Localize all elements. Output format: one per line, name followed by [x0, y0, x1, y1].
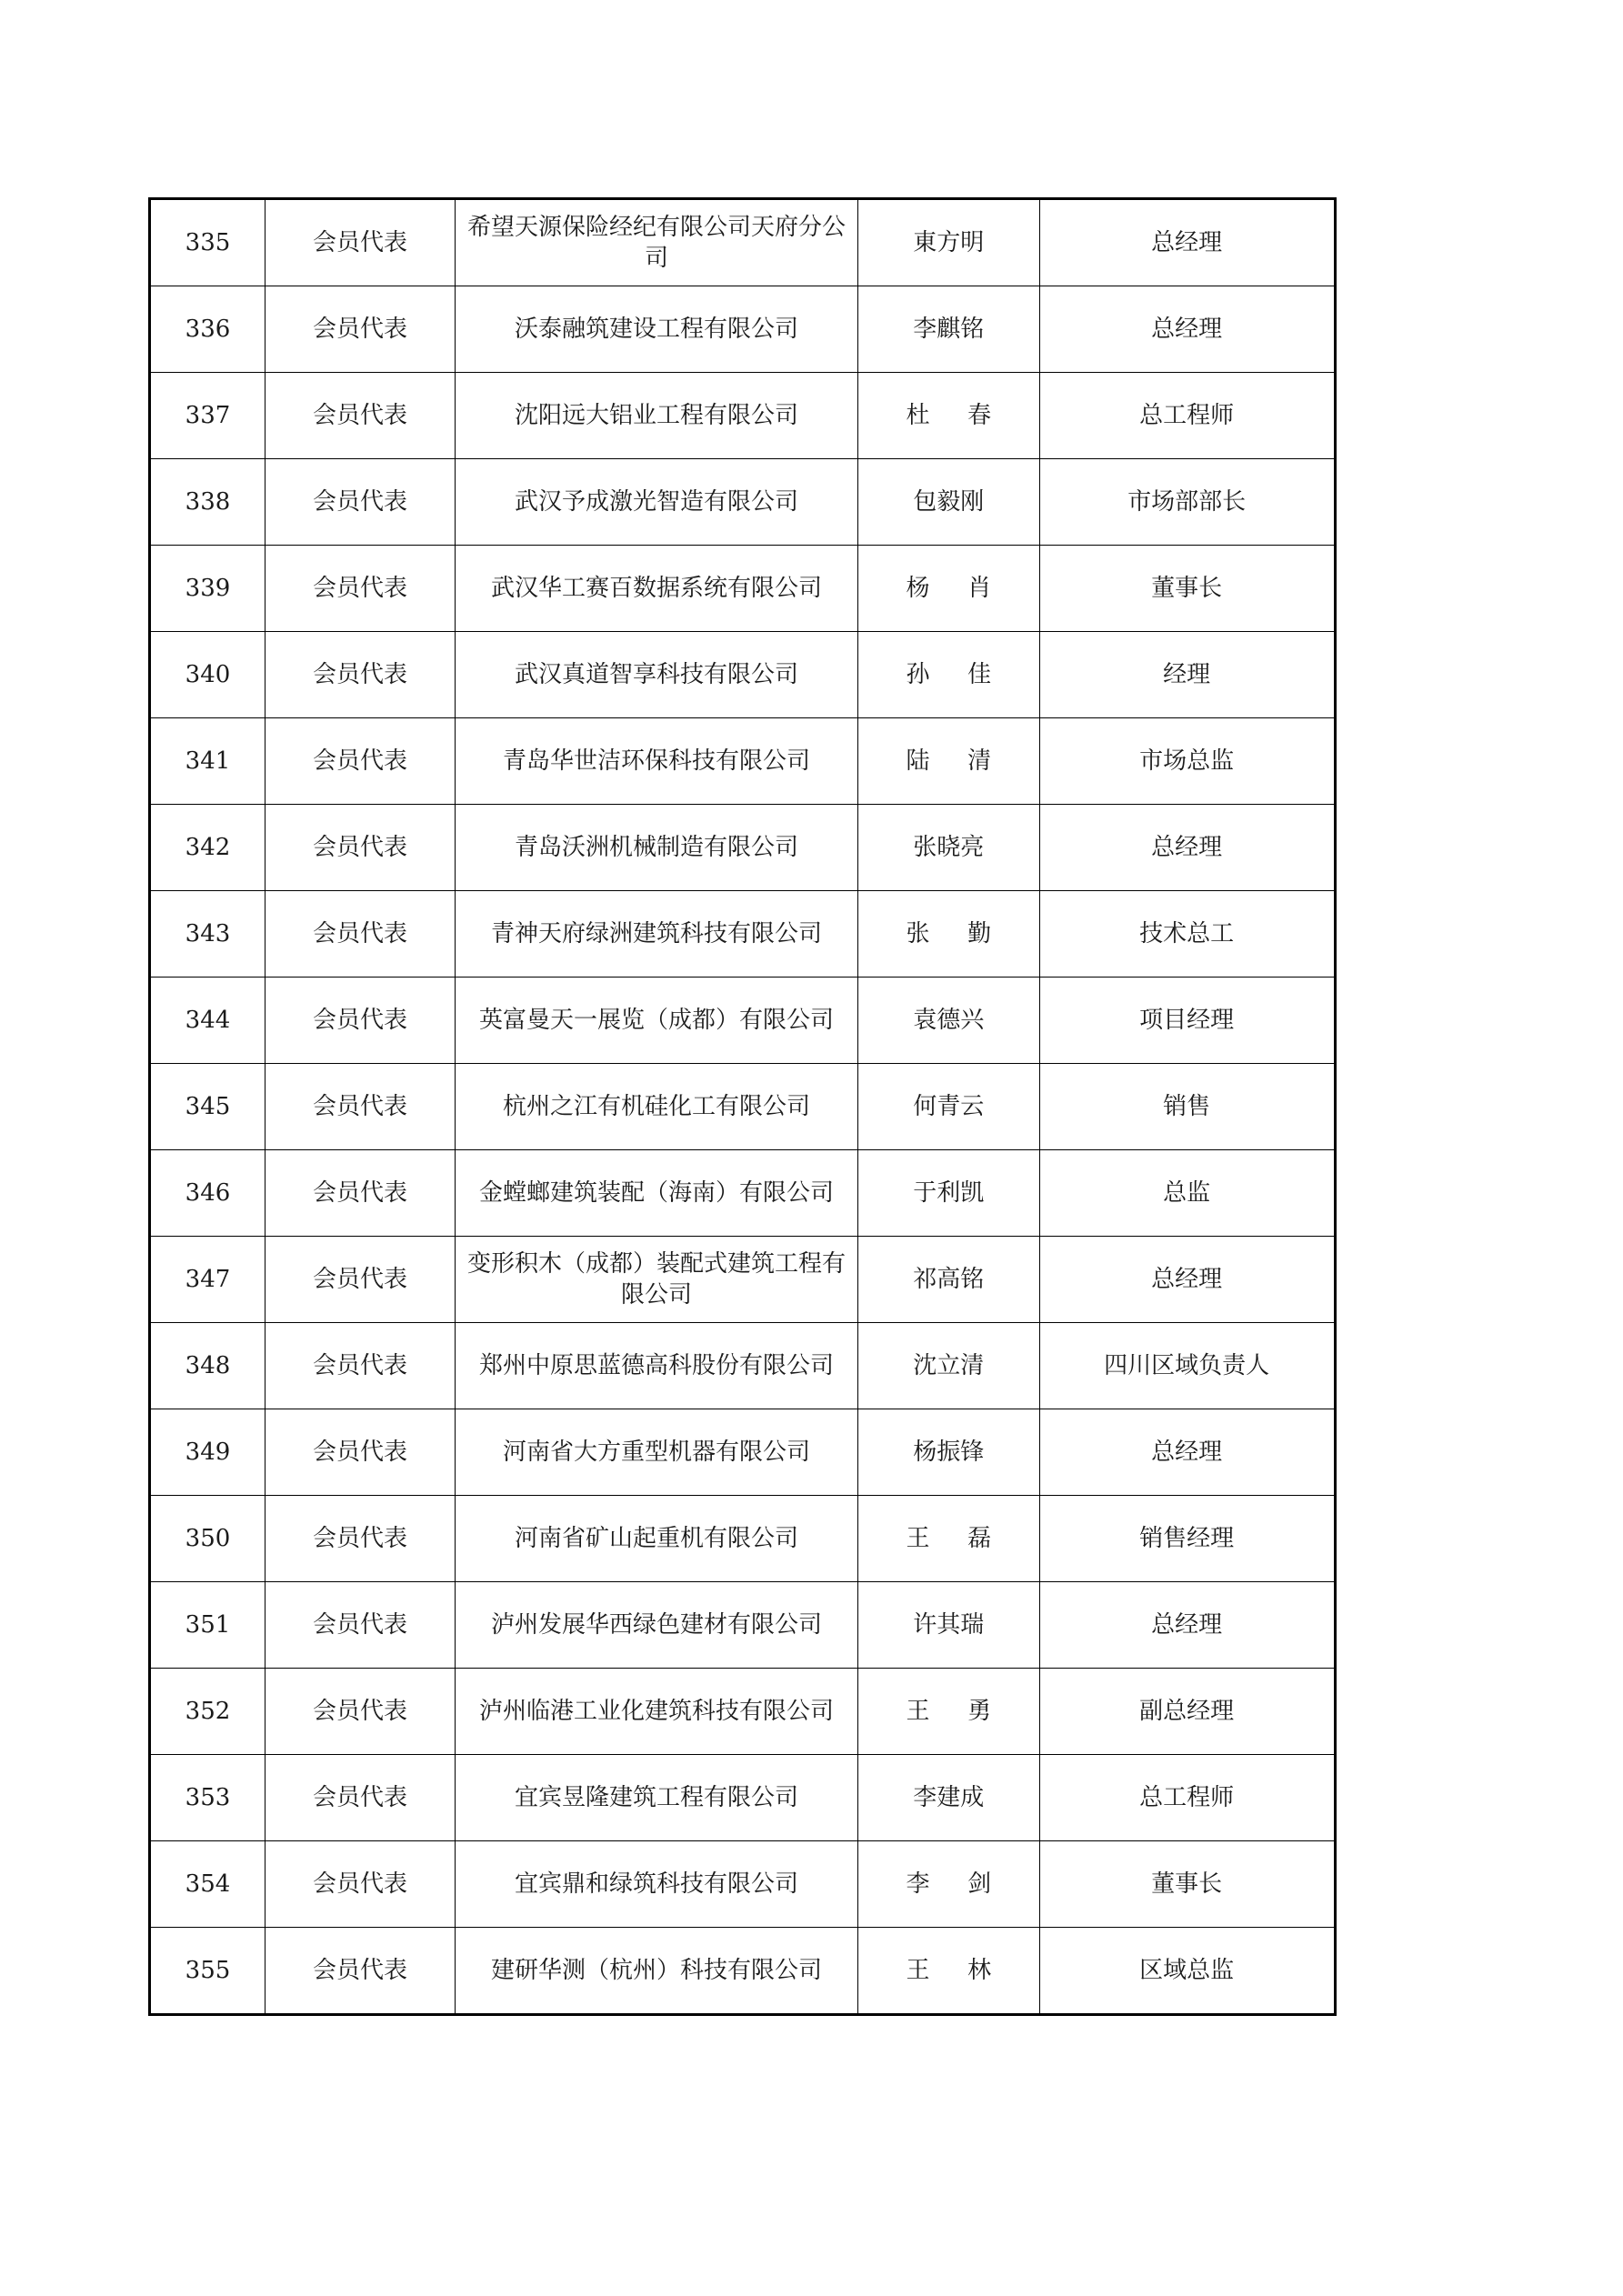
table-row	[150, 459, 1336, 546]
person-name-cell: 祁高铭	[858, 1237, 1040, 1323]
category-cell: 会员代表	[265, 718, 456, 805]
category-cell: 会员代表	[265, 978, 456, 1064]
category-cell: 会员代表	[265, 1496, 456, 1582]
row-number-cell: 352	[150, 1669, 265, 1755]
category-cell: 会员代表	[265, 1150, 456, 1237]
table-row	[150, 1064, 1336, 1150]
organization-cell: 河南省大方重型机器有限公司	[456, 1409, 858, 1496]
person-name-cell: 何青云	[858, 1064, 1040, 1150]
row-number-cell: 354	[150, 1841, 265, 1928]
job-title-cell: 总经理	[1039, 1237, 1335, 1323]
row-number-cell: 342	[150, 805, 265, 891]
job-title-cell: 总经理	[1039, 805, 1335, 891]
person-name-cell: 李建成	[858, 1755, 1040, 1841]
row-number-cell: 338	[150, 459, 265, 546]
table-row	[150, 286, 1336, 373]
person-name-cell: 杨肖	[858, 546, 1040, 632]
organization-cell: 郑州中原思蓝德高科股份有限公司	[456, 1323, 858, 1409]
table-row	[150, 891, 1336, 978]
organization-cell: 青岛华世洁环保科技有限公司	[456, 718, 858, 805]
organization-cell: 武汉华工赛百数据系统有限公司	[456, 546, 858, 632]
table-row	[150, 199, 1336, 286]
row-number-cell: 348	[150, 1323, 265, 1409]
job-title-cell: 总工程师	[1039, 1755, 1335, 1841]
row-number-cell: 335	[150, 199, 265, 286]
category-cell: 会员代表	[265, 1755, 456, 1841]
row-number-cell: 347	[150, 1237, 265, 1323]
row-number-cell: 353	[150, 1755, 265, 1841]
organization-cell: 建研华测（杭州）科技有限公司	[456, 1928, 858, 2015]
job-title-cell: 董事长	[1039, 546, 1335, 632]
job-title-cell: 项目经理	[1039, 978, 1335, 1064]
organization-cell: 金螳螂建筑装配（海南）有限公司	[456, 1150, 858, 1237]
category-cell: 会员代表	[265, 805, 456, 891]
category-cell: 会员代表	[265, 459, 456, 546]
job-title-cell: 总经理	[1039, 1582, 1335, 1669]
row-number-cell: 351	[150, 1582, 265, 1669]
table-row	[150, 1237, 1336, 1323]
organization-cell: 青神天府绿洲建筑科技有限公司	[456, 891, 858, 978]
job-title-cell: 区域总监	[1039, 1928, 1335, 2015]
category-cell: 会员代表	[265, 891, 456, 978]
organization-cell: 武汉真道智享科技有限公司	[456, 632, 858, 718]
person-name-cell: 王勇	[858, 1669, 1040, 1755]
job-title-cell: 技术总工	[1039, 891, 1335, 978]
category-cell: 会员代表	[265, 373, 456, 459]
job-title-cell: 总监	[1039, 1150, 1335, 1237]
person-name-cell: 王磊	[858, 1496, 1040, 1582]
table-row	[150, 1841, 1336, 1928]
job-title-cell: 总经理	[1039, 1409, 1335, 1496]
table-row	[150, 1755, 1336, 1841]
member-table-body	[150, 199, 1336, 2015]
organization-cell: 河南省矿山起重机有限公司	[456, 1496, 858, 1582]
person-name-cell: 张晓亮	[858, 805, 1040, 891]
category-cell: 会员代表	[265, 632, 456, 718]
row-number-cell: 345	[150, 1064, 265, 1150]
job-title-cell: 市场部部长	[1039, 459, 1335, 546]
person-name-cell: 包毅刚	[858, 459, 1040, 546]
person-name-cell: 沈立清	[858, 1323, 1040, 1409]
organization-cell: 英富曼天一展览（成都）有限公司	[456, 978, 858, 1064]
row-number-cell: 343	[150, 891, 265, 978]
person-name-cell: 杨振锋	[858, 1409, 1040, 1496]
category-cell: 会员代表	[265, 1237, 456, 1323]
table-row	[150, 1669, 1336, 1755]
organization-cell: 沃泰融筑建设工程有限公司	[456, 286, 858, 373]
row-number-cell: 350	[150, 1496, 265, 1582]
category-cell: 会员代表	[265, 1064, 456, 1150]
job-title-cell: 总工程师	[1039, 373, 1335, 459]
row-number-cell: 355	[150, 1928, 265, 2015]
row-number-cell: 339	[150, 546, 265, 632]
job-title-cell: 总经理	[1039, 199, 1335, 286]
person-name-cell: 李剑	[858, 1841, 1040, 1928]
organization-cell: 宜宾昱隆建筑工程有限公司	[456, 1755, 858, 1841]
person-name-cell: 王林	[858, 1928, 1040, 2015]
table-row	[150, 718, 1336, 805]
organization-cell: 泸州临港工业化建筑科技有限公司	[456, 1669, 858, 1755]
organization-cell: 沈阳远大铝业工程有限公司	[456, 373, 858, 459]
job-title-cell: 销售	[1039, 1064, 1335, 1150]
person-name-cell: 李麒铭	[858, 286, 1040, 373]
job-title-cell: 市场总监	[1039, 718, 1335, 805]
person-name-cell: 東方明	[858, 199, 1040, 286]
table-row	[150, 373, 1336, 459]
category-cell: 会员代表	[265, 1669, 456, 1755]
member-table	[148, 197, 1337, 2016]
row-number-cell: 337	[150, 373, 265, 459]
table-row	[150, 1928, 1336, 2015]
person-name-cell: 于利凯	[858, 1150, 1040, 1237]
table-row	[150, 978, 1336, 1064]
job-title-cell: 销售经理	[1039, 1496, 1335, 1582]
organization-cell: 杭州之江有机硅化工有限公司	[456, 1064, 858, 1150]
row-number-cell: 349	[150, 1409, 265, 1496]
category-cell: 会员代表	[265, 546, 456, 632]
person-name-cell: 张勤	[858, 891, 1040, 978]
job-title-cell: 董事长	[1039, 1841, 1335, 1928]
category-cell: 会员代表	[265, 1323, 456, 1409]
organization-cell: 泸州发展华西绿色建材有限公司	[456, 1582, 858, 1669]
table-row	[150, 632, 1336, 718]
row-number-cell: 341	[150, 718, 265, 805]
category-cell: 会员代表	[265, 1928, 456, 2015]
category-cell: 会员代表	[265, 199, 456, 286]
category-cell: 会员代表	[265, 1582, 456, 1669]
person-name-cell: 袁德兴	[858, 978, 1040, 1064]
category-cell: 会员代表	[265, 1841, 456, 1928]
table-row	[150, 546, 1336, 632]
row-number-cell: 340	[150, 632, 265, 718]
organization-cell: 武汉予成激光智造有限公司	[456, 459, 858, 546]
category-cell: 会员代表	[265, 286, 456, 373]
person-name-cell: 陆清	[858, 718, 1040, 805]
table-row	[150, 1323, 1336, 1409]
table-row	[150, 805, 1336, 891]
table-row	[150, 1496, 1336, 1582]
person-name-cell: 杜春	[858, 373, 1040, 459]
table-row	[150, 1582, 1336, 1669]
person-name-cell: 孙佳	[858, 632, 1040, 718]
organization-cell: 宜宾鼎和绿筑科技有限公司	[456, 1841, 858, 1928]
organization-cell: 青岛沃洲机械制造有限公司	[456, 805, 858, 891]
person-name-cell: 许其瑞	[858, 1582, 1040, 1669]
table-row	[150, 1150, 1336, 1237]
table-row	[150, 1409, 1336, 1496]
category-cell: 会员代表	[265, 1409, 456, 1496]
row-number-cell: 346	[150, 1150, 265, 1237]
job-title-cell: 总经理	[1039, 286, 1335, 373]
job-title-cell: 副总经理	[1039, 1669, 1335, 1755]
job-title-cell: 经理	[1039, 632, 1335, 718]
row-number-cell: 344	[150, 978, 265, 1064]
organization-cell: 希望天源保险经纪有限公司天府分公司	[456, 199, 858, 286]
organization-cell: 变形积木（成都）装配式建筑工程有限公司	[456, 1237, 858, 1323]
job-title-cell: 四川区域负责人	[1039, 1323, 1335, 1409]
row-number-cell: 336	[150, 286, 265, 373]
